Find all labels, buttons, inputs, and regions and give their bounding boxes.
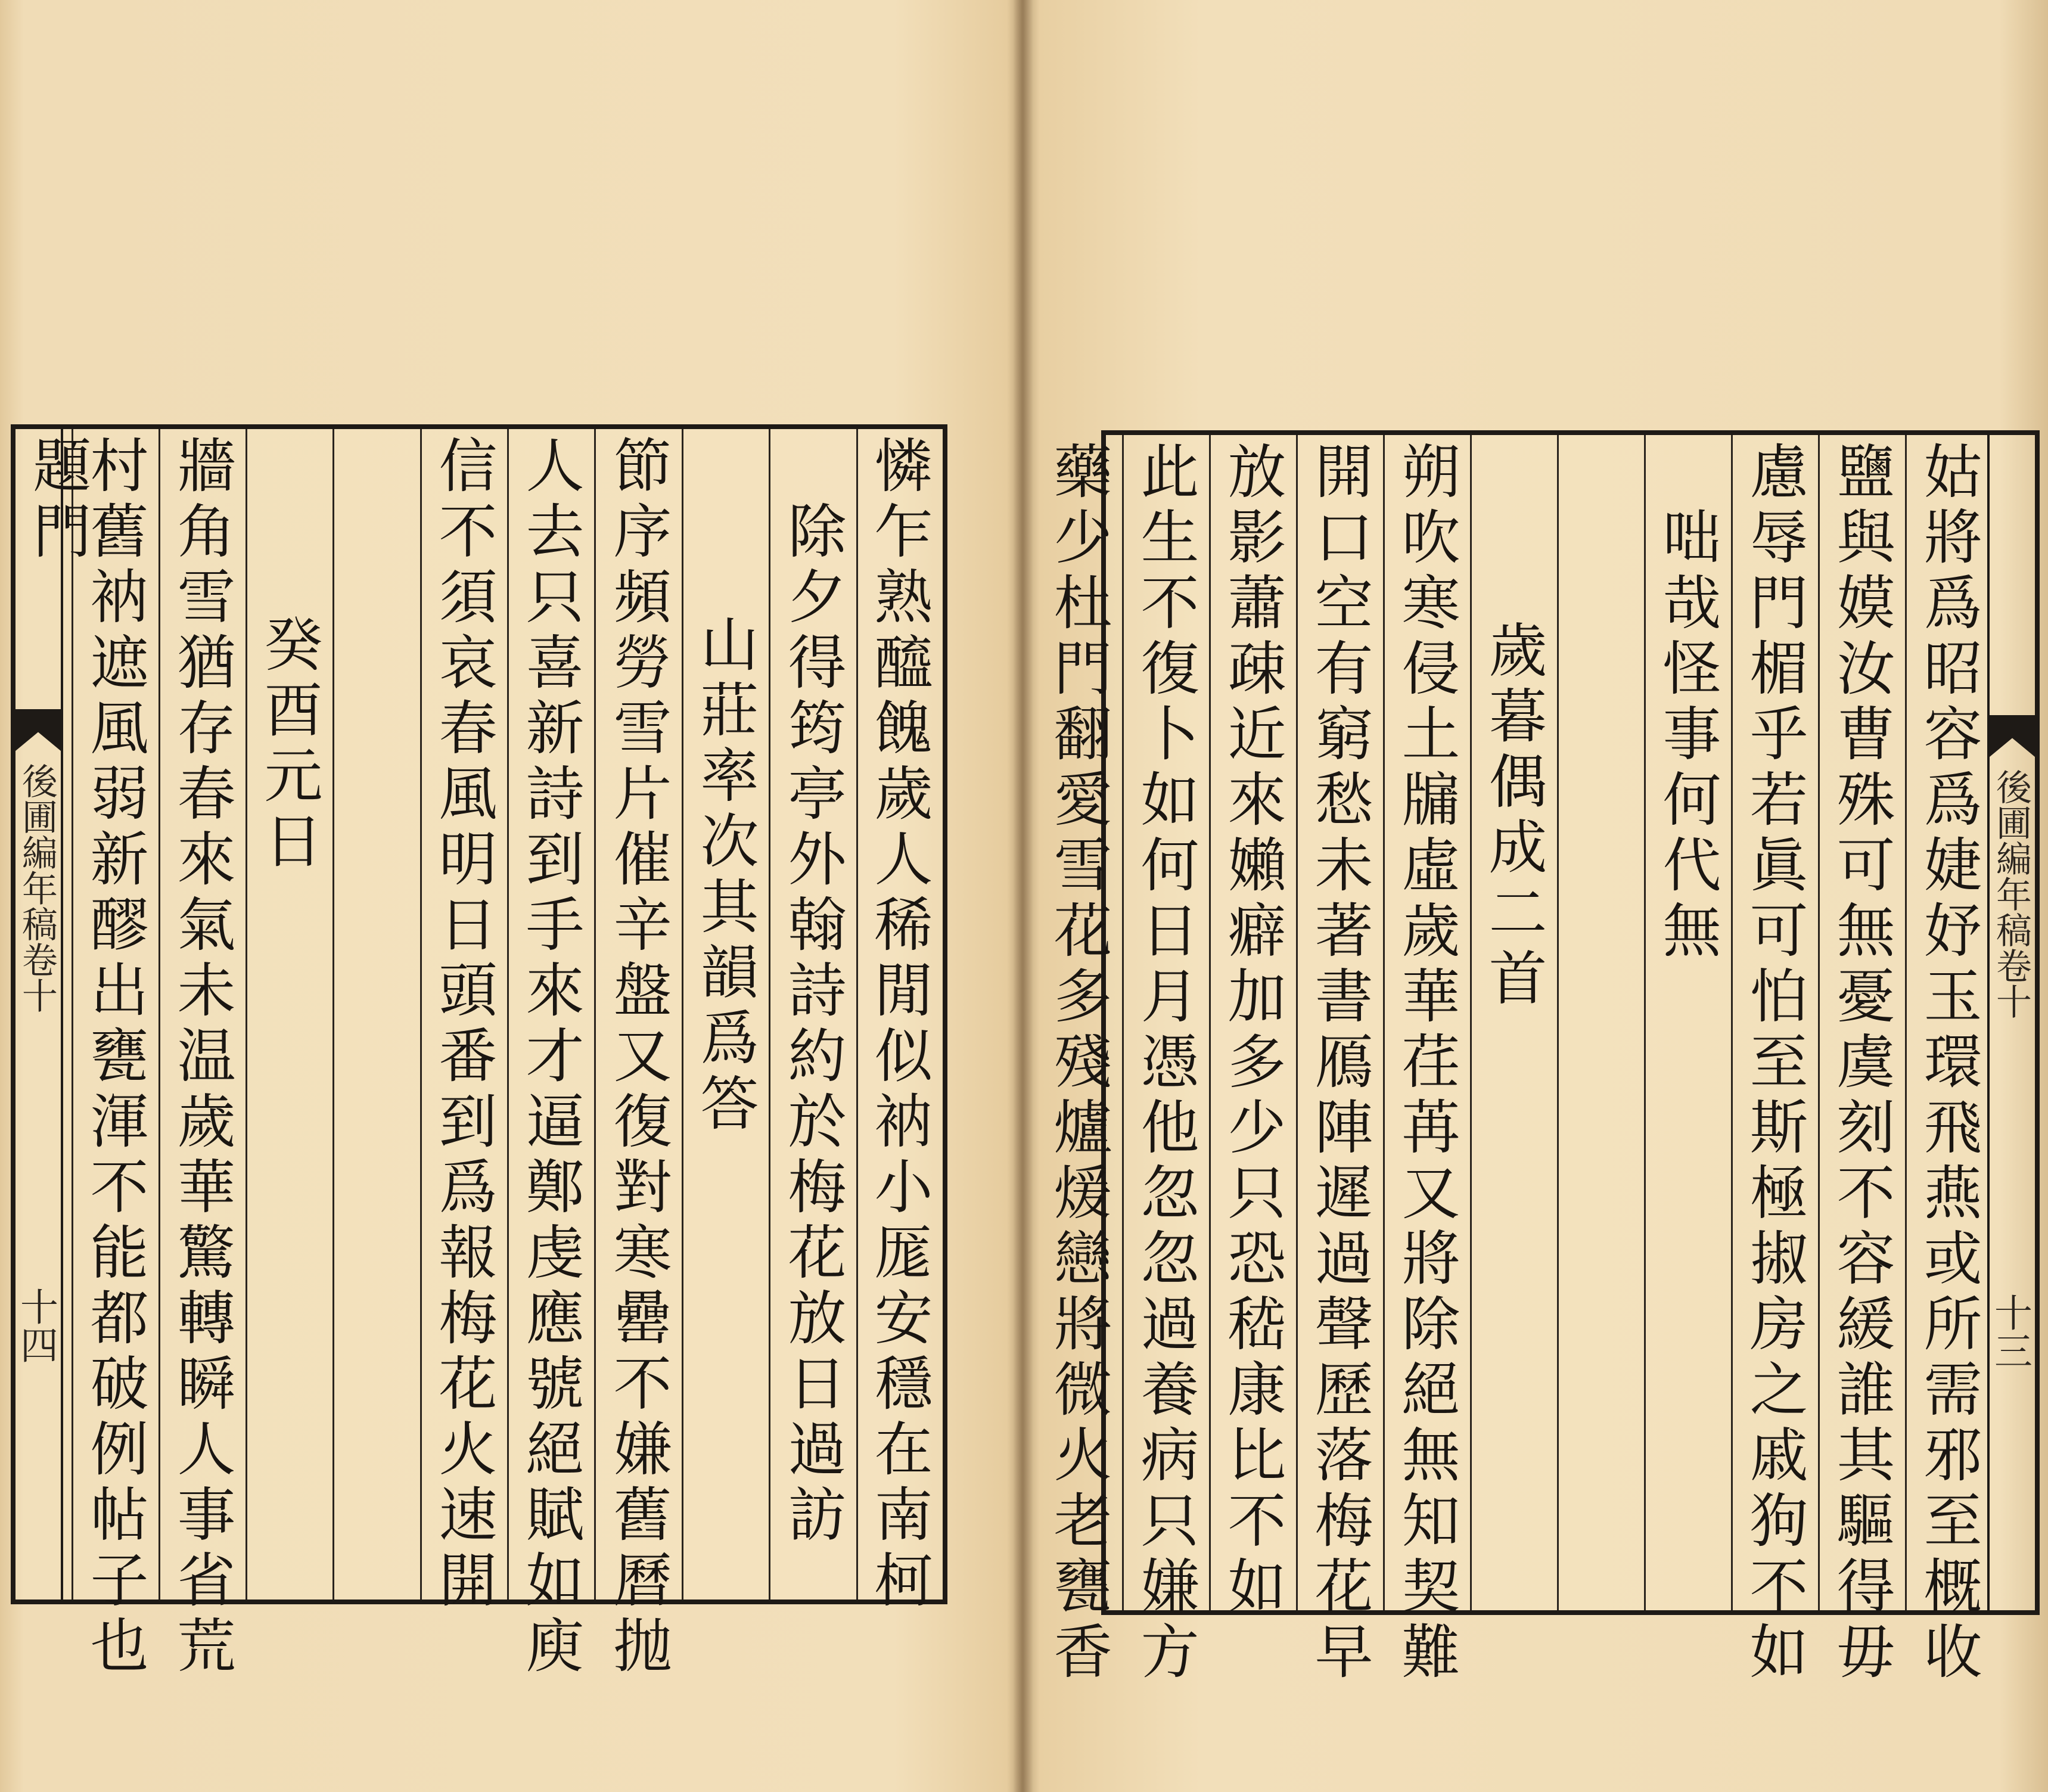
column-text: 癸酉元日: [254, 614, 322, 876]
column-text: 開口空有窮愁未著書鴈陣遲過聲歷落梅花早: [1305, 441, 1373, 1687]
right-text-frame: [1044, 430, 2040, 1687]
text-column: [682, 429, 769, 1600]
column-text: 除夕得筠亭外翰詩約於梅花放日過訪: [778, 501, 846, 1549]
column-text: 節序頻勞雪片催辛盤又復對寒罍不嫌舊曆抛: [604, 435, 672, 1681]
text-column: [1818, 435, 1905, 1687]
left-text-frame: [11, 424, 947, 1681]
column-text: 咄哉怪事何代無: [1653, 507, 1721, 965]
fishtail-mark: [15, 709, 61, 751]
right-fishtail-strip: [1987, 435, 2035, 1610]
column-text: 人去只喜新詩到手來才逼鄭虔應號絕賦如庾: [516, 435, 584, 1681]
text-column: [1122, 435, 1209, 1687]
text-column: [1731, 435, 1818, 1687]
column-text: 憐乍熟醯餽歲人稀閒似衲小厖安穩在南柯: [865, 435, 933, 1615]
fishtail-mark: [1990, 715, 2035, 757]
column-text: 此生不復卜如何日月憑他忽忽過養病只嫌方: [1131, 441, 1199, 1687]
text-column: [594, 429, 682, 1681]
text-column: [1644, 435, 1731, 1610]
column-text: 山莊率次其韻爲答: [691, 614, 759, 1138]
column-text: 村舊衲遮風弱新醪出甕渾不能都破例帖子也: [80, 435, 148, 1681]
text-column: [420, 429, 507, 1615]
text-column: [72, 429, 159, 1681]
text-column: [1470, 435, 1557, 1610]
column-text: 慮辱門楣乎若眞可怕至斯極掓房之戚狗不如: [1740, 441, 1808, 1687]
text-column: [1557, 435, 1644, 1610]
column-text: 放影蕭疎近來嬾癖加多少只恐嵇康比不如: [1218, 441, 1286, 1621]
column-text: 藥少杜門翻愛雪花多殘爐煖戀將微火老甕香: [1044, 441, 1112, 1687]
book-gutter: [1013, 0, 1033, 1792]
left-page-number: 十四: [14, 1287, 58, 1364]
column-text: 題門: [23, 435, 91, 566]
column-text: 朔吹寒侵土牖虛歲華荏苒又將除絕無知契難: [1392, 441, 1460, 1687]
text-column: [507, 429, 594, 1681]
text-column: [332, 429, 420, 1600]
left-banxin-title: 後圃編年稿卷十: [16, 763, 58, 1013]
text-column: [769, 429, 856, 1600]
right-page-number: 十三: [1988, 1293, 2032, 1369]
text-column: [1905, 435, 1992, 1687]
text-column: [1383, 435, 1470, 1687]
left-fishtail-strip: [15, 429, 63, 1600]
column-text: 歲暮偶成二首: [1479, 620, 1547, 1013]
text-column: [1209, 435, 1296, 1621]
column-text: 牆角雪猶存春來氣未温歲華驚轉瞬人事省荒: [167, 435, 235, 1681]
column-text: 姑將爲昭容爲婕妤玉環飛燕或所需邪至概收: [1914, 441, 1982, 1687]
column-text: 鹽與嫫汝曹殊可無憂虞刻不容緩誰其驅得毋: [1827, 441, 1895, 1687]
text-column: [1035, 435, 1122, 1687]
text-column: [856, 429, 943, 1615]
column-text: 信不須哀春風明日頭番到爲報梅花火速開: [429, 435, 497, 1615]
text-column: [159, 429, 245, 1681]
text-column: [1296, 435, 1383, 1687]
right-banxin-title: 後圃編年稿卷十: [1990, 769, 2032, 1019]
text-column: [245, 429, 332, 1600]
